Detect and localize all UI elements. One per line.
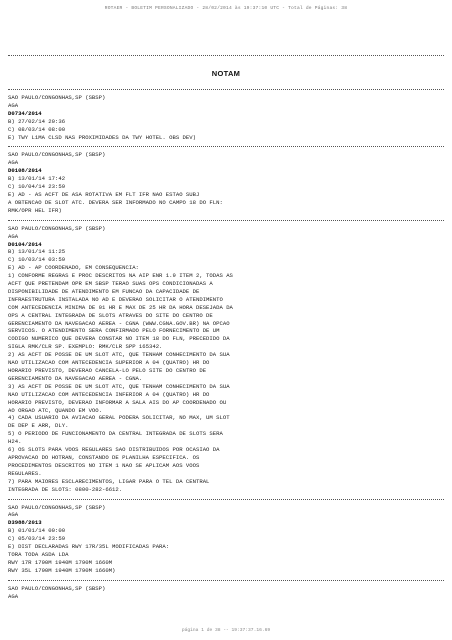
notam-text-line: NAO UTILIZACAO COM ANTECEDENCIA SUPERIOR A 04 (QUATRO) HR DO [8, 359, 210, 367]
notam-text-line: HORARIO PREVISTO, DEVERAO INFORMAR A SALA AIS DO AP COORDENADO OU [8, 398, 227, 406]
notam-text-line: SERVICOS. O ATENDIMENTO SERA CONFIRMADO PELO FORNECIMENTO DE UM [8, 327, 220, 335]
page-header: ROTAER - BOLETIM PERSONALIZADO - 28/02/2014 às 19:37:10 UTC - Total de Páginas: 38 [104, 6, 348, 11]
notam-id: D0104/2014 [8, 240, 42, 248]
divider [8, 499, 444, 500]
notam-text-line: REGULARES. [8, 469, 42, 477]
notam-entry [8, 220, 444, 499]
notam-start: B) 01/01/14 00:00 [8, 527, 66, 535]
notam-type: AGA [8, 101, 19, 109]
notam-start: B) 13/01/14 17:42 [8, 175, 66, 183]
divider [8, 55, 444, 56]
notam-id: D3988/2013 [8, 519, 42, 527]
notam-text-line: E) AD - AP COORDENADO, EM CONSEQUENCIA: [8, 264, 139, 272]
notam-text-line: GERENCIAMENTO DA NAVEGACAO AEREA - CGNA. [8, 374, 143, 382]
notam-entry [8, 580, 444, 601]
notam-text-line: 7) PARA MAIORES ESCLARECIMENTOS, LIGAR PARA O TEL DA CENTRAL [8, 477, 210, 485]
notam-text-line: A OBTENCAO DE SLOT ATC. DEVERA SER INFORMADO NO CAMPO 18 DO FLN: [8, 198, 223, 206]
notam-text-line: OPS A CENTRAL INTEGRADA DE SLOTS ATRAVES DO SITE DO CENTRO DE [8, 311, 213, 319]
notam-type: AGA [8, 159, 19, 167]
notam-text-line: GERENCIAMENTO DA NAVEGACAO AEREA - CGNA (WWW.CGNA.GOV.BR) NA OPCAO [8, 319, 230, 327]
notam-text-line: RWY 17R 1790M 1940M 1790M 1660M [8, 558, 113, 566]
notam-location: SAO PAULO/CONGONHAS,SP (SBSP) [8, 224, 106, 232]
notam-entry [8, 499, 444, 580]
notam-id: D0108/2014 [8, 167, 42, 175]
notam-text-line: DISPONIBILIDADE DE ATENDIMENTO EM FUNCAO DA CAPACIDADE DE [8, 287, 200, 295]
notam-text-line: ACFT QUE PRETENDAM OPR EM SBSP TERAO SUAS OPS CONDICIONADAS A [8, 280, 213, 288]
divider [8, 580, 444, 581]
notam-type: AGA [8, 232, 19, 240]
notam-text-line: 6) OS SLOTS PARA VOOS REGULARES SAO DISTRIBUIDOS POR OCASIAO DA [8, 446, 220, 454]
divider [8, 89, 444, 90]
divider [8, 220, 444, 221]
notam-text-line: E) AD - AS ACFT DE ASA ROTATIVA EM FLT IFR NAO ESTAO SUBJ [8, 190, 200, 198]
notam-text-line: NAO UTILIZACAO COM ANTECEDENCIA INFERIOR A 04 (QUATRO) HR DO [8, 390, 210, 398]
notam-text-line: RWY 35L 1790M 1940M 1790M 1660M) [8, 566, 116, 574]
notam-text-line: CODIGO NUMERICO QUE DEVERA CONSTAR NO ITEM 18 DO FLN, PRECEDIDO DA [8, 335, 230, 343]
notam-text-line: 3) AS ACFT DE POSSE DE UM SLOT ATC, QUE TENHAM CONHECIMENTO DA SUA [8, 382, 230, 390]
notam-entry [8, 89, 444, 146]
notam-text-line: TORA TODA ASDA LDA [8, 550, 69, 558]
notam-text-line: H24. [8, 438, 22, 446]
notam-text-line: RMK/OPR HEL IFR) [8, 206, 62, 214]
notam-text-line: APROVACAO DO HOTRAN, CONSTANDO DE PLANILHA ESPECIFICA. OS [8, 453, 200, 461]
notam-end: C) 10/03/14 03:59 [8, 256, 66, 264]
notam-text-line: DE DEP E ARR, DLY. [8, 422, 69, 430]
notam-text-line: E) DIST DECLARADAS RWY 17R/35L MODIFICADAS PARA: [8, 543, 170, 551]
page-footer: página 1 de 38 -- 19:37:37.16.69 [181, 628, 271, 633]
page-title: NOTAM [211, 69, 241, 78]
notam-start: B) 27/02/14 20:36 [8, 117, 66, 125]
divider [8, 146, 444, 147]
notam-text-line: SIGLA RMK/CLR SP. EXEMPLO: RMK/CLR SPP 165342. [8, 343, 163, 351]
notam-end: C) 08/03/14 08:00 [8, 125, 66, 133]
notam-location: SAO PAULO/CONGONHAS,SP (SBSP) [8, 151, 106, 159]
notam-end: C) 05/03/14 23:59 [8, 535, 66, 543]
notam-location: SAO PAULO/CONGONHAS,SP (SBSP) [8, 94, 106, 101]
notam-end: C) 10/04/14 23:59 [8, 183, 66, 191]
notam-text-line: 2) AS ACFT DE POSSE DE UM SLOT ATC, QUE TENHAM CONHECIMENTO DA SUA [8, 351, 230, 359]
notam-text-line: PROCEDIMENTOS DESCRITOS NO ITEM 1 NAO SE APLICAM AOS VOOS [8, 461, 200, 469]
notam-text-line: HORARIO PREVISTO, DEVERAO CANCELA-LO PELO SITE DO CENTRO DE [8, 367, 207, 374]
notam-text-line: INTEGRADA DE SLOTS: 0800-282-6612. [8, 485, 123, 493]
notam-text-line: AO ORGAO ATC, QUANDO EM VOO. [8, 406, 102, 414]
notam-text-line: E) TWY L1MA CLSD NAS PROXIMIDADES DA TWY HOTEL. OBS DEV) [8, 133, 196, 141]
notam-text-line: 5) O PERIODO DE FUNCIONAMENTO DA CENTRAL INTEGRADA DE SLOTS SERA [8, 430, 223, 438]
notam-text-line: COM ANTECEDENCIA MINIMA DE 01 HR E MAX DE 25 HR DA HORA DESEJADA DA [8, 303, 233, 311]
notam-location: SAO PAULO/CONGONHAS,SP (SBSP) [8, 503, 106, 511]
notam-entry [8, 146, 444, 219]
notam-text-line: INFRAESTRUTURA INSTALADA NO AD E DEVERAO SOLICITAR O ATENDIMENTO [8, 295, 223, 303]
notam-start: B) 13/01/14 11:25 [8, 248, 66, 256]
notam-id: D0734/2014 [8, 109, 42, 117]
notam-location: SAO PAULO/CONGONHAS,SP (SBSP) [8, 584, 106, 592]
notam-type: AGA [8, 511, 19, 519]
notam-list [8, 89, 444, 600]
notam-type: AGA [8, 592, 19, 600]
notam-text-line: 4) CADA USUARIO DA AVIACAO GERAL PODERA SOLICITAR, NO MAX, UM SLOT [8, 414, 230, 422]
notam-text-line: 1) CONFORME REGRAS E PROC DESCRITOS NA AIP ENR 1.9 ITEM 2, TODAS AS [8, 272, 233, 280]
